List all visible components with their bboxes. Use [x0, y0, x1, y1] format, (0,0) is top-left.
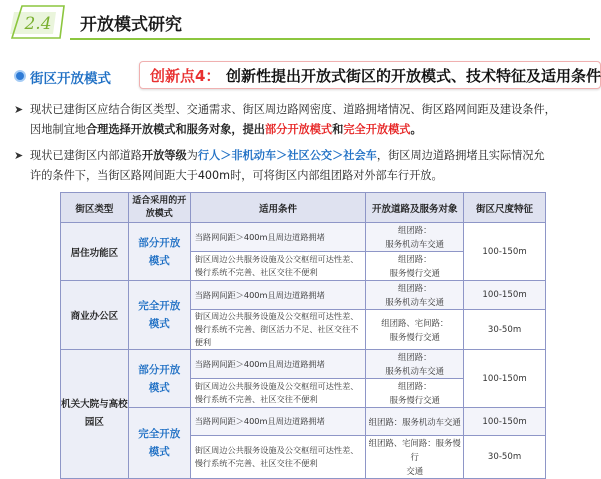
- section-row: [14, 64, 601, 92]
- condition-cell: 街区周边公共服务设施及公交枢纽可达性差、慢行系统不完善、社区交往不便利: [190, 379, 366, 408]
- section-badge-icon: [8, 4, 68, 42]
- mode-cell: 完全开放模式: [128, 281, 190, 350]
- condition-cell: 当路网间距＞400m且周边道路拥堵: [190, 350, 366, 379]
- mode-cell: 部分开放模式: [128, 223, 190, 281]
- table-header-row: [61, 193, 546, 223]
- paragraph-1-line-1: 现状已建街区应结合街区类型、交通需求、街区周边路网密度、道路拥堵情况、街区路网间距及建设条件，: [30, 103, 556, 116]
- object-cell: 组团路： 服务机动车交通: [366, 223, 464, 252]
- table-row: [61, 281, 546, 310]
- condition-cell: 街区周边公共服务设施及公交枢纽可达性差、慢行系统不完善、社区交往不便利: [190, 436, 366, 479]
- condition-cell: 街区周边公共服务设施及公交枢纽可达性差、慢行系统不完善、社区交往不便利: [190, 252, 366, 281]
- paragraph-1: [14, 100, 590, 140]
- col-header: 适合采用的开放模式: [128, 193, 190, 223]
- paragraph-2-line-2: 许的条件下，当街区路网间距大于400m时，可将街区内部组团路对外部车行开放。: [30, 169, 443, 182]
- area-cell: 商业办公区: [61, 281, 129, 350]
- badge-number: 2.4: [24, 14, 52, 34]
- object-cell: 组团路： 服务慢行交通: [366, 379, 464, 408]
- object-cell: 组团路：服务机动车交通: [366, 408, 464, 436]
- scale-cell: 100-150m: [464, 408, 546, 436]
- area-cell: 居住功能区: [61, 223, 129, 281]
- table-row: [61, 350, 546, 379]
- condition-cell: 当路网间距＞400m且周边道路拥堵: [190, 408, 366, 436]
- condition-cell: 当路网间距＞400m且周边道路拥堵: [190, 281, 366, 310]
- mode-cell: 完全开放模式: [128, 408, 190, 479]
- object-cell: 组团路、宅间路：服务慢行 交通: [366, 436, 464, 479]
- scale-cell: 100-150m: [464, 223, 546, 281]
- paragraph-2: [14, 146, 590, 186]
- condition-cell: 街区周边公共服务设施及公交枢纽可达性差、慢行系统不完善、街区活力不足、社区交往不便利: [190, 310, 366, 350]
- scale-cell: 100-150m: [464, 281, 546, 310]
- section-label: 街区开放模式: [30, 71, 111, 87]
- header-divider: [70, 38, 590, 40]
- mode-cell: 部分开放模式: [128, 350, 190, 408]
- innovation-box: [139, 61, 601, 89]
- object-cell: 组团路： 服务机动车交通: [366, 350, 464, 379]
- bullet-dot-icon: [14, 70, 26, 82]
- scale-cell: 100-150m: [464, 350, 546, 408]
- innovation-text: 创新性提出开放式街区的开放模式、技术特征及适用条件: [226, 67, 601, 85]
- scale-cell: 30-50m: [464, 436, 546, 479]
- paragraph-2-line-1: 现状已建街区内部道路开放等级为行人＞非机动车＞社区公交＞社会车，街区周边道路拥堵且实际情况允: [30, 149, 545, 162]
- object-cell: 组团路、宅间路： 服务慢行交通: [366, 310, 464, 350]
- table-row: [61, 223, 546, 252]
- scale-cell: 30-50m: [464, 310, 546, 350]
- col-header: 适用条件: [190, 193, 366, 223]
- arrow-bullet-icon: ➤: [14, 149, 24, 162]
- col-header: 街区尺度特征: [464, 193, 546, 223]
- page-title: 开放模式研究: [80, 15, 182, 35]
- innovation-prefix: 创新点4：: [150, 67, 221, 85]
- arrow-bullet-icon: ➤: [14, 103, 24, 116]
- area-cell: 机关大院与高校园区: [61, 350, 129, 479]
- col-header: 街区类型: [61, 193, 129, 223]
- object-cell: 组团路： 服务慢行交通: [366, 252, 464, 281]
- open-mode-table: [60, 192, 546, 479]
- col-header: 开放道路及服务对象: [366, 193, 464, 223]
- paragraph-1-line-2: 因地制宜地合理选择开放模式和服务对象，提出部分开放模式和完全开放模式。: [30, 123, 422, 136]
- slide-header: [0, 0, 600, 46]
- condition-cell: 当路网间距＞400m且周边道路拥堵: [190, 223, 366, 252]
- object-cell: 组团路： 服务机动车交通: [366, 281, 464, 310]
- table-row: [61, 408, 546, 436]
